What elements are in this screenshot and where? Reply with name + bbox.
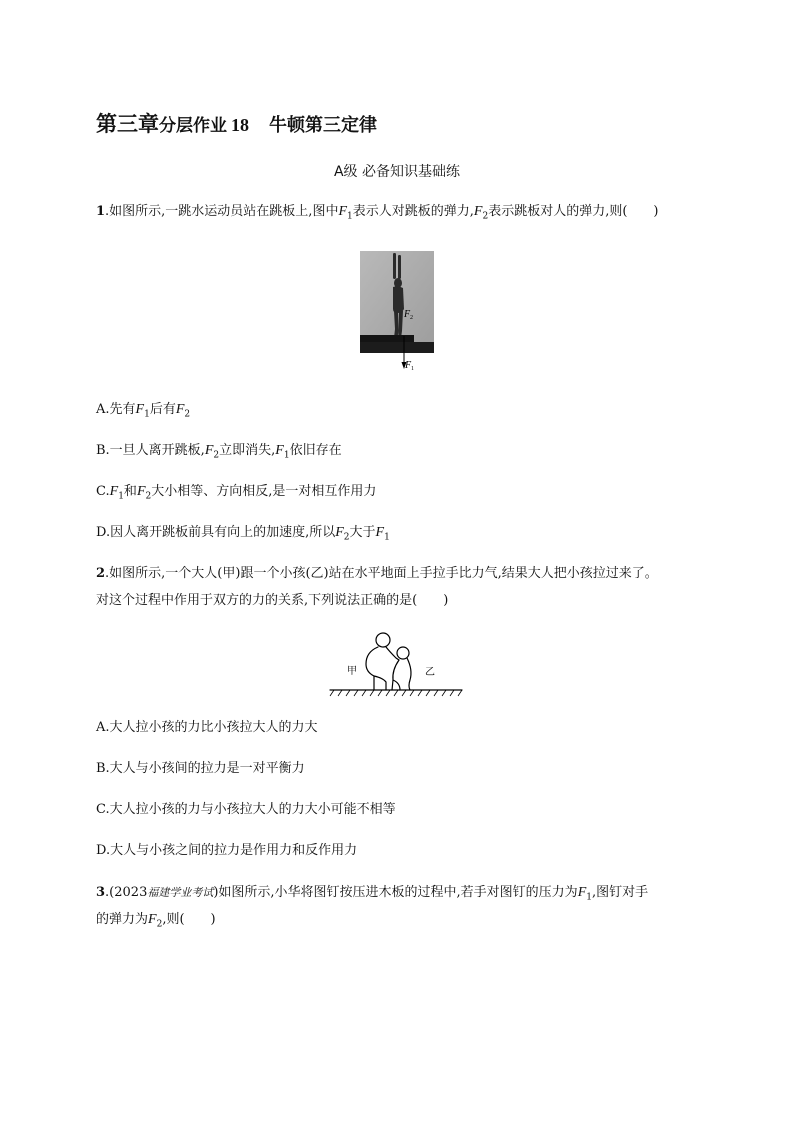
child-front: [392, 660, 399, 690]
lesson-subtitle: 牛顿第三定律: [269, 115, 377, 136]
question-2-stem-line2: 对这个过程中作用于双方的力的关系,下列说法正确的是( ): [96, 593, 449, 608]
f2-subscript: 2: [410, 315, 413, 321]
diving-board: [360, 335, 414, 342]
board-shadow: [360, 342, 434, 353]
question-1-stem: 1.如图所示,一跳水运动员站在跳板上,图中$F_1$表示人对跳板的弹力$,F_2$表示跳板对人的弹力,则( ): [96, 204, 659, 222]
child-head: [397, 647, 409, 659]
f1-label: F: [405, 360, 412, 371]
q2-option-d[interactable]: D.大人与小孩之间的拉力是作用力和反作用力: [96, 843, 358, 858]
ground-hatch: [330, 690, 462, 696]
adult-leg: [374, 676, 386, 690]
child-back: [407, 658, 411, 690]
q1-option-c[interactable]: $C.F_1$和$F_2$大小相等、方向相反,是一对相互作用力: [96, 484, 377, 502]
tug-figure: [326, 630, 466, 704]
chapter-label: 第三章: [96, 112, 159, 136]
question-2-number: 2: [96, 566, 106, 581]
question-3-stem-line2: 的弹力为$F_2$,则( ): [96, 912, 216, 930]
q1-option-d[interactable]: D.因人离开跳板前具有向上的加速度,所以$F_2$大于$F_1$: [96, 525, 390, 543]
f1-subscript: 1: [411, 366, 414, 372]
q2-option-c[interactable]: C.大人拉小孩的力与小孩拉大人的力大小可能不相等: [96, 802, 396, 817]
f2-label: F: [404, 309, 411, 320]
question-3-number: 3: [96, 885, 106, 900]
q1-option-a[interactable]: A.先有$F_1$后有$F_2$: [96, 402, 191, 420]
question-2-stem-line1: 2.如图所示,一个大人(甲)跟一个小孩(乙)站在水平地面上手拉手比力气,结果大人把小孩拉过来了。: [96, 566, 658, 581]
label-adult: 甲: [347, 666, 357, 677]
homework-number: 18: [231, 115, 249, 135]
adult-head: [376, 633, 390, 647]
q1-option-b[interactable]: B.一旦人离开跳板$,F_2$立即消失$,F_1$依旧存在: [96, 443, 342, 461]
question-3-stem-line1: 3.(2023福建学业考试)如图所示,小华将图钉按压进木板的过程中,若手对图钉的压力为$F_1$,图钉对手: [96, 885, 649, 903]
q2-option-a[interactable]: A.大人拉小孩的力比小孩拉大人的力大: [96, 720, 318, 735]
question-3-source: 福建学业考试: [147, 886, 214, 899]
label-child: 乙: [425, 667, 435, 678]
adult-back: [366, 647, 378, 690]
question-1-number: 1: [96, 204, 106, 219]
level-heading: A级 必备知识基础练: [333, 164, 461, 180]
diving-board-figure: [360, 251, 440, 379]
child-leg: [393, 680, 400, 690]
page-title: [96, 108, 377, 138]
q2-option-b[interactable]: B.大人与小孩间的拉力是一对平衡力: [96, 761, 305, 776]
homework-label: 分层作业: [159, 116, 227, 136]
